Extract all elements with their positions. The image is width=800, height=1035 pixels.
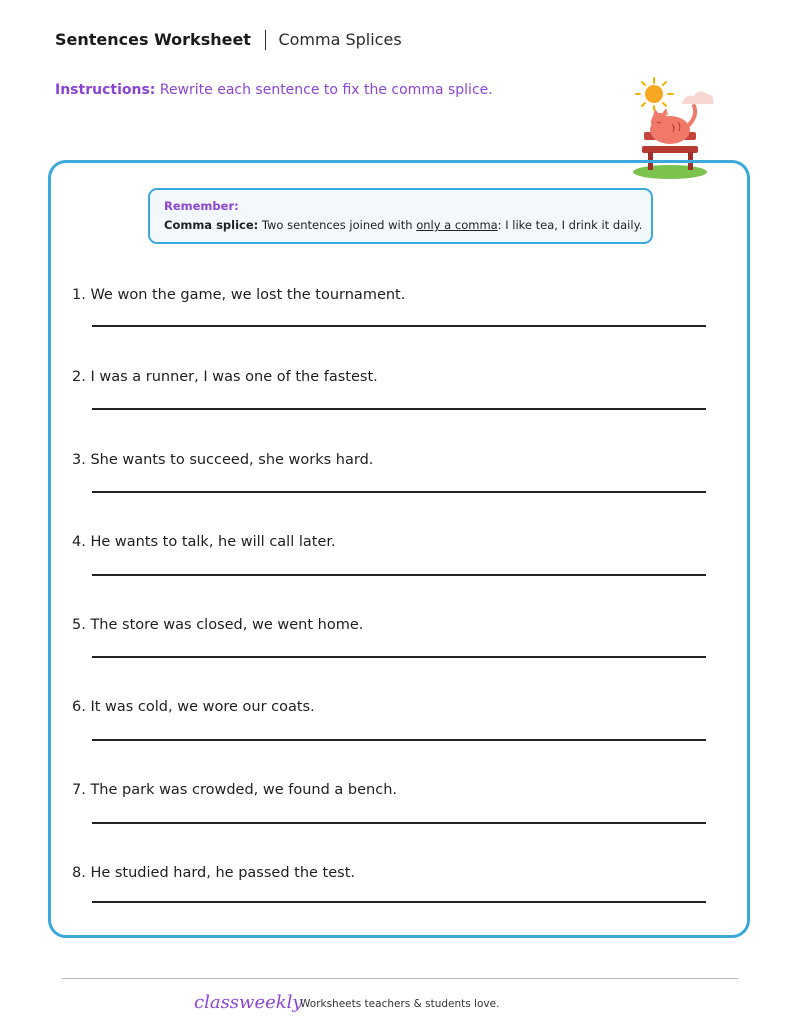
remember-definition bbox=[164, 218, 643, 232]
answer-line-3[interactable] bbox=[92, 491, 706, 493]
question-8: 8. He studied hard, he passed the test. bbox=[72, 865, 355, 881]
instructions bbox=[55, 82, 493, 98]
question-2: 2. I was a runner, I was one of the fastest. bbox=[72, 369, 378, 385]
brand-logo: classweekly bbox=[194, 992, 303, 1013]
question-1: 1. We won the game, we lost the tournament. bbox=[72, 287, 406, 303]
answer-line-5[interactable] bbox=[92, 656, 706, 658]
header-divider bbox=[265, 30, 267, 50]
remember-title: Remember: bbox=[164, 199, 239, 213]
worksheet-header bbox=[55, 30, 402, 50]
answer-line-8[interactable] bbox=[92, 901, 706, 903]
answer-line-4[interactable] bbox=[92, 574, 706, 576]
remember-term: Comma splice: bbox=[164, 218, 259, 232]
worksheet-title: Sentences Worksheet bbox=[55, 30, 251, 49]
worksheet-subtitle: Comma Splices bbox=[278, 30, 402, 49]
remember-text-before: Two sentences joined with bbox=[258, 218, 417, 232]
answer-line-6[interactable] bbox=[92, 739, 706, 741]
question-6: 6. It was cold, we wore our coats. bbox=[72, 699, 315, 715]
question-4: 4. He wants to talk, he will call later. bbox=[72, 534, 336, 550]
instructions-text: Rewrite each sentence to fix the comma splice. bbox=[159, 82, 493, 98]
footer-divider bbox=[62, 978, 738, 979]
answer-line-7[interactable] bbox=[92, 822, 706, 824]
instructions-label: Instructions: bbox=[55, 82, 156, 98]
remember-text-after: : I like tea, I drink it daily. bbox=[497, 218, 643, 232]
answer-line-2[interactable] bbox=[92, 408, 706, 410]
answer-line-1[interactable] bbox=[92, 325, 706, 327]
remember-underlined: only a comma bbox=[416, 218, 498, 232]
question-3: 3. She wants to succeed, she works hard. bbox=[72, 452, 374, 468]
question-7: 7. The park was crowded, we found a bench. bbox=[72, 782, 398, 798]
brand-tagline: Worksheets teachers & students love. bbox=[300, 998, 500, 1010]
question-5: 5. The store was closed, we went home. bbox=[72, 617, 364, 633]
remember-box bbox=[148, 188, 653, 244]
